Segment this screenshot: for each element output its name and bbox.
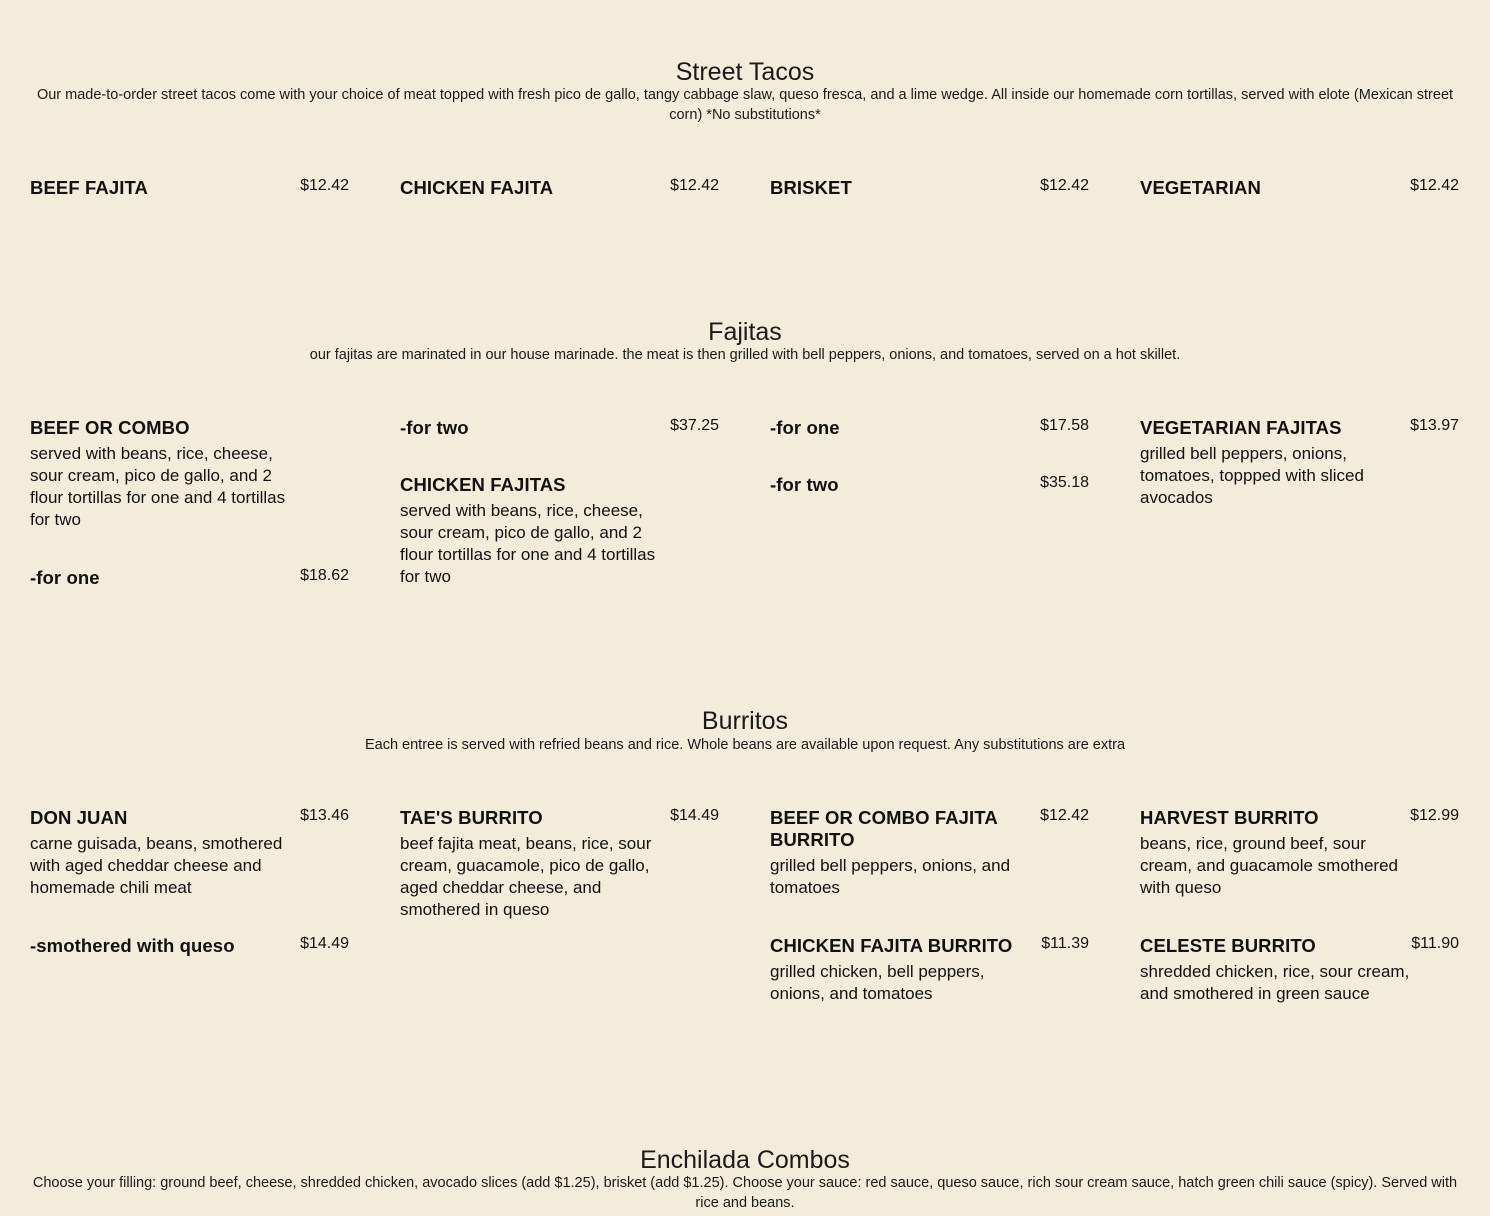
menu-item-name: -for one xyxy=(30,567,100,588)
menu-item-don-juan xyxy=(30,807,350,899)
menu-item-brisket-taco xyxy=(770,177,1090,199)
menu-item-name: VEGETARIAN xyxy=(1140,177,1261,198)
menu-item-chicken-fajita-taco xyxy=(400,177,720,199)
menu-item-price: $18.62 xyxy=(300,567,349,584)
menu-item-name: CHICKEN FAJITA BURRITO xyxy=(770,935,1013,956)
menu-item-price: $12.42 xyxy=(1410,177,1459,194)
menu-item-price: $12.42 xyxy=(1040,807,1089,824)
menu-item-beef-fajitas-for-one xyxy=(30,567,350,589)
menu-item-name: -for two xyxy=(770,474,839,495)
menu-item-price: $35.18 xyxy=(1040,474,1089,491)
menu-item-description: carne guisada, beans, smothered with aged cheddar cheese and homemade chili meat xyxy=(30,834,283,897)
menu-item-name: -smothered with queso xyxy=(30,935,235,956)
menu-item-price: $12.42 xyxy=(300,177,349,194)
menu-item-description: grilled bell peppers, onions, and tomatoes xyxy=(770,856,1011,897)
menu-item-description: grilled chicken, bell peppers, onions, and tomatoes xyxy=(770,962,985,1003)
section-description-enchilada-combos: Choose your filling: ground beef, cheese, shredded chicken, avocado slices (add $1.25), brisket (add $1.25). Choose your sauce: red sauce, queso sauce, rich sour cream sauce, hatch green chili sauce (spicy). Served with rice and beans. xyxy=(32,1175,1458,1211)
menu-item-description: shredded chicken, rice, sour cream, and smothered in green sauce xyxy=(1140,962,1410,1003)
menu-item-price: $17.58 xyxy=(1040,417,1089,434)
menu-item-vegetarian-taco xyxy=(1140,177,1460,199)
menu-item-price: $12.42 xyxy=(1040,177,1089,194)
menu-item-name: CHICKEN FAJITA xyxy=(400,177,554,198)
menu-item-name: VEGETARIAN FAJITAS xyxy=(1140,417,1342,438)
menu-item-description: served with beans, rice, cheese, sour cream, pico de gallo, and 2 flour tortillas for one and 4 tortillas for two xyxy=(30,444,286,529)
menu-item-price: $11.90 xyxy=(1411,935,1459,952)
menu-item-beef-fajitas-for-two xyxy=(400,417,720,439)
menu-item-name: BRISKET xyxy=(770,177,852,198)
menu-item-description: served with beans, rice, cheese, sour cream, pico de gallo, and 2 flour tortillas for one and 4 tortillas for two xyxy=(400,501,656,586)
menu-item-chicken-fajitas-for-two xyxy=(770,474,1090,496)
menu-item-vegetarian-fajitas xyxy=(1140,417,1460,509)
menu-item-name: CHICKEN FAJITAS xyxy=(400,474,566,495)
section-title-enchilada-combos: Enchilada Combos xyxy=(640,1146,850,1174)
section-title-street-tacos: Street Tacos xyxy=(675,58,815,86)
section-title-burritos: Burritos xyxy=(701,707,789,735)
menu-item-taes-burrito xyxy=(400,807,720,921)
menu-item-name: BEEF OR COMBO FAJITA BURRITO xyxy=(770,807,998,850)
section-title-fajitas: Fajitas xyxy=(708,318,782,346)
menu-item-name: CELESTE BURRITO xyxy=(1140,935,1316,956)
section-description-burritos: Each entree is served with refried beans and rice. Whole beans are available upon request. Any substitutions are extra xyxy=(364,737,1126,753)
menu-item-description: grilled bell peppers, onions, tomatoes, toppped with sliced avocados xyxy=(1140,444,1364,507)
menu-item-price: $13.97 xyxy=(1410,417,1459,434)
menu-item-name: BEEF OR COMBO xyxy=(30,417,190,438)
menu-item-price: $12.99 xyxy=(1410,807,1459,824)
section-description-fajitas: our fajitas are marinated in our house marinade. the meat is then grilled with bell peppers, onions, and tomatoes, served on a hot skillet. xyxy=(309,347,1181,363)
menu-item-price: $14.49 xyxy=(300,935,349,952)
menu-item-name: HARVEST BURRITO xyxy=(1140,807,1319,828)
menu-item-name: TAE'S BURRITO xyxy=(400,807,543,828)
menu-item-name: DON JUAN xyxy=(30,807,128,828)
menu-item-name: -for one xyxy=(770,417,840,438)
menu-item-description: beef fajita meat, beans, rice, sour cream, guacamole, pico de gallo, aged cheddar cheese, and smothered in queso xyxy=(400,834,652,919)
menu-item-name: BEEF FAJITA xyxy=(30,177,148,198)
menu-item-beef-or-combo-fajitas xyxy=(30,417,350,531)
menu-item-chicken-fajitas-for-one xyxy=(770,417,1090,439)
menu-item-price: $14.49 xyxy=(670,807,719,824)
menu-item-harvest-burrito xyxy=(1140,807,1460,899)
menu-item-beef-fajita-taco xyxy=(30,177,350,199)
menu-item-price: $11.39 xyxy=(1041,935,1089,952)
section-description-street-tacos: Our made-to-order street tacos come with your choice of meat topped with fresh pico de gallo, tangy cabbage slaw, queso fresca, and a lime wedge. All inside our homemade corn tortillas, served with elote (Mexican street corn) *No substitutions* xyxy=(36,87,1454,123)
menu-item-price: $37.25 xyxy=(670,417,719,434)
menu-item-price: $12.42 xyxy=(670,177,719,194)
menu-item-beef-or-combo-fajita-burrito xyxy=(770,807,1090,899)
menu-item-description: beans, rice, ground beef, sour cream, and guacamole smothered with queso xyxy=(1140,834,1398,897)
menu-item-name: -for two xyxy=(400,417,469,438)
menu-item-chicken-fajitas xyxy=(400,474,720,588)
menu-item-celeste-burrito xyxy=(1140,935,1460,1005)
menu-item-don-juan-smothered-with-queso xyxy=(30,935,350,957)
menu-item-chicken-fajita-burrito xyxy=(770,935,1090,1005)
menu-item-price: $13.46 xyxy=(300,807,349,824)
